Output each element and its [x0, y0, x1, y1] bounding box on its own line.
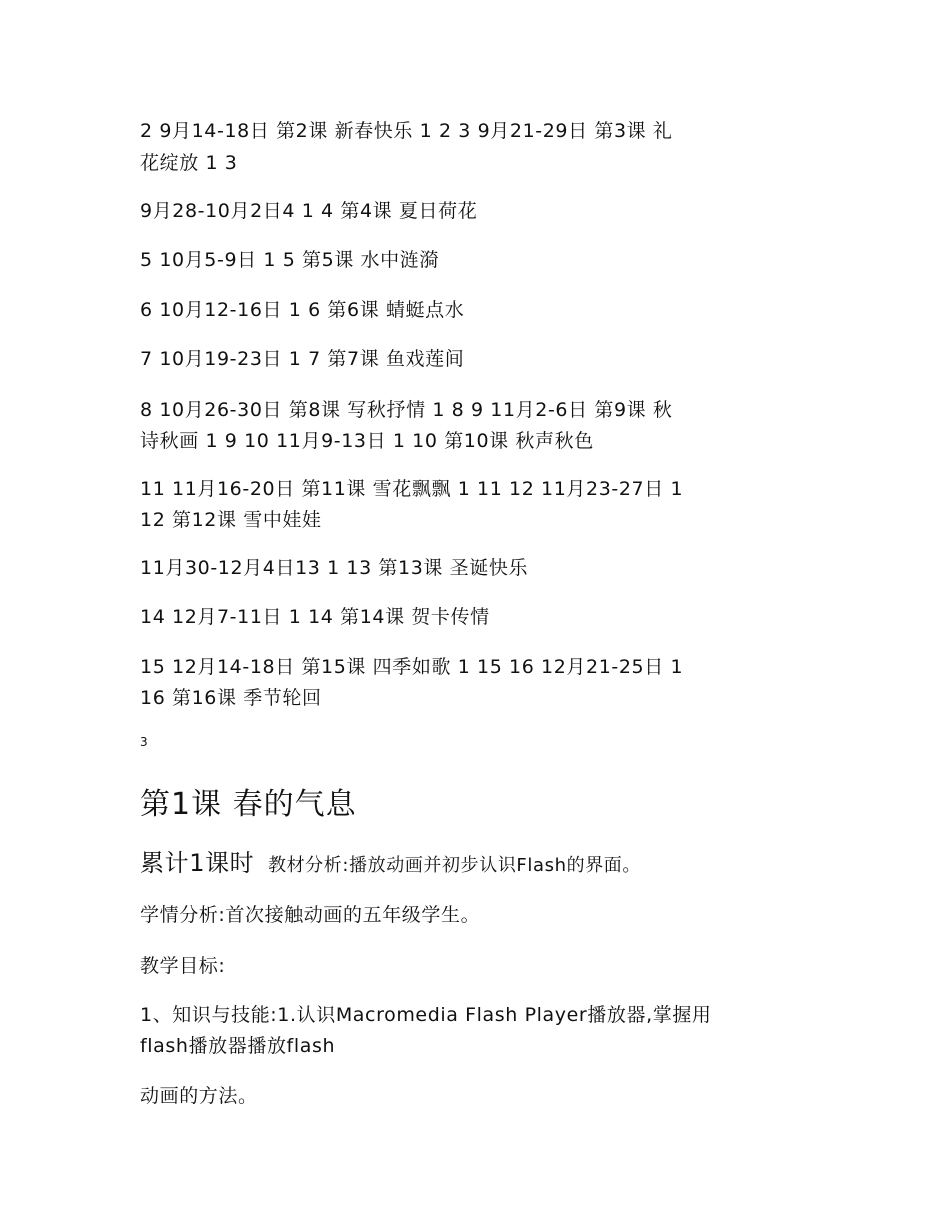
objectives-label: 教学目标: [140, 955, 226, 977]
objective-1-line3: 动画的方法。 [140, 1085, 258, 1107]
page-number: 3 [140, 735, 149, 749]
schedule-row-13: 11月30-12月4日13 1 13 第13课 圣诞快乐 [140, 557, 529, 579]
schedule-row-14: 14 12月7-11日 1 14 第14课 贺卡传情 [140, 606, 490, 628]
objective-1-line1: 1、知识与技能:1.认识Macromedia Flash Player播放器,掌握用 [140, 1004, 712, 1026]
lesson-meta-row [140, 843, 800, 878]
schedule-row-15-16-line2: 16 第16课 季节轮回 [140, 687, 322, 709]
lesson-title: 第1课 春的气息 [140, 787, 357, 822]
schedule-row-7: 7 10月19-23日 1 7 第7课 鱼戏莲间 [140, 348, 465, 370]
objective-1-line2: flash播放器播放flash [140, 1035, 336, 1057]
schedule-row-2-3-line1: 2 9月14-18日 第2课 新春快乐 1 2 3 9月21-29日 第3课 礼 [140, 120, 673, 142]
schedule-row-11-12-line1: 11 11月16-20日 第11课 雪花飘飘 1 11 12 11月23-27日 1 [140, 478, 684, 500]
schedule-row-4: 9月28-10月2日4 1 4 第4课 夏日荷花 [140, 200, 478, 222]
schedule-row-8-10-line1: 8 10月26-30日 第8课 写秋抒情 1 8 9 11月2-6日 第9课 秋 [140, 399, 673, 421]
schedule-row-15-16-line1: 15 12月14-18日 第15课 四季如歌 1 15 16 12月21-25日 1 [140, 656, 684, 678]
schedule-row-11-12-line2: 12 第12课 雪中娃娃 [140, 509, 322, 531]
schedule-row-5: 5 10月5-9日 1 5 第5课 水中涟漪 [140, 249, 439, 271]
schedule-row-8-10-line2: 诗秋画 1 9 10 11月9-13日 1 10 第10课 秋声秋色 [140, 430, 594, 452]
material-analysis: 教材分析:播放动画并初步认识Flash的界面。 [267, 855, 642, 876]
student-analysis: 学情分析:首次接触动画的五年级学生。 [140, 904, 481, 926]
schedule-row-6: 6 10月12-16日 1 6 第6课 蜻蜓点水 [140, 299, 465, 321]
cumulative-hours: 累计1课时 [140, 849, 255, 877]
schedule-row-2-3-line2: 花绽放 1 3 [140, 152, 238, 174]
